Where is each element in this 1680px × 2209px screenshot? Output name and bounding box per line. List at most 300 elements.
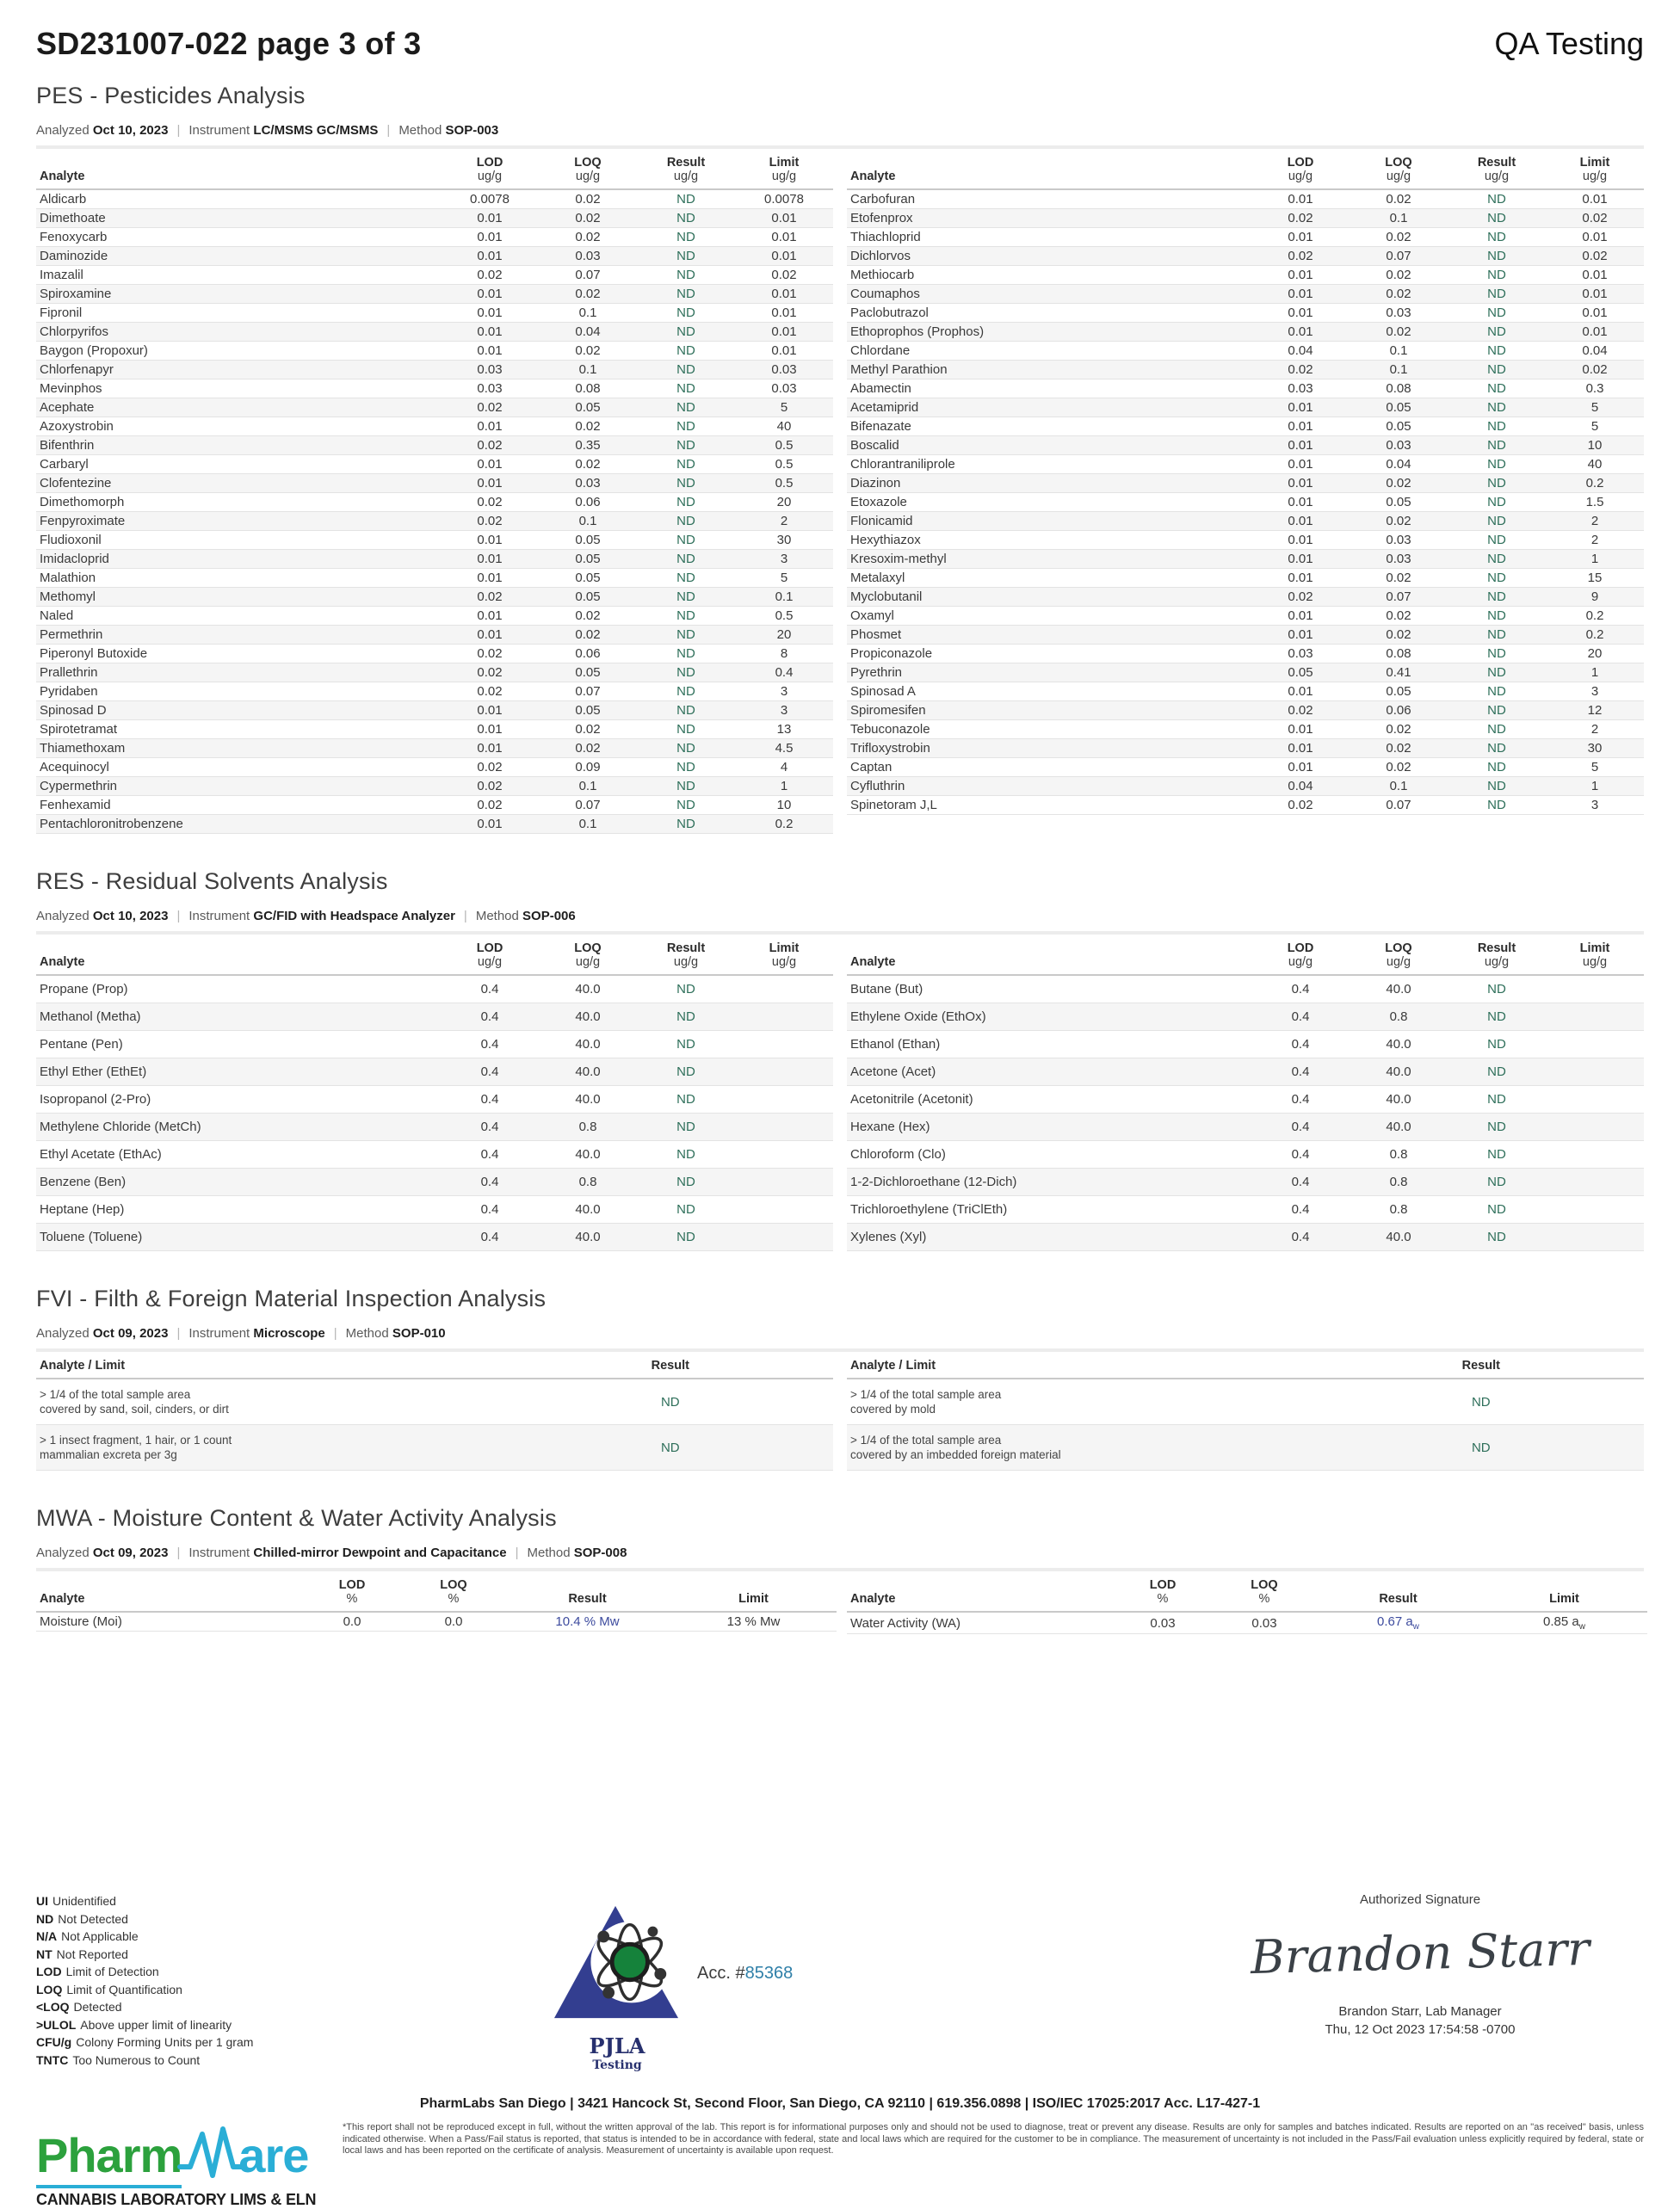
limit-cell: 0.4 bbox=[775, 665, 794, 680]
analyte-limit-cell: > 1/4 of the total sample area covered by an imbedded foreign material bbox=[850, 1434, 1061, 1461]
lod-cell: 0.03 bbox=[477, 362, 503, 377]
result-cell: ND bbox=[676, 1064, 695, 1079]
limit-cell bbox=[1546, 1224, 1644, 1251]
limit-cell: 0.01 bbox=[1582, 192, 1608, 207]
limit-cell: 5 bbox=[780, 400, 788, 415]
analyte-cell: Chlorfenapyr bbox=[40, 362, 114, 377]
limit-cell bbox=[735, 1224, 833, 1251]
result-cell: ND bbox=[1487, 249, 1506, 263]
loq-cell: 0.07 bbox=[575, 684, 601, 699]
table-row bbox=[36, 266, 833, 285]
table-row bbox=[36, 361, 833, 379]
limit-cell: 2 bbox=[1590, 514, 1599, 528]
section-moisture-water-activity bbox=[36, 1505, 1644, 1634]
table-row bbox=[847, 626, 1644, 645]
lod-cell: 0.01 bbox=[1288, 684, 1313, 699]
lod-cell: 0.4 bbox=[480, 1230, 499, 1244]
limit-cell: 3 bbox=[780, 552, 788, 566]
col-loq: LOQ ug/g bbox=[1385, 156, 1412, 183]
lod-cell: 0.03 bbox=[1288, 646, 1313, 661]
lod-cell: 0.01 bbox=[477, 305, 503, 320]
analyte-cell: Pyrethrin bbox=[850, 665, 903, 680]
lod-cell: 0.01 bbox=[477, 249, 503, 263]
limit-cell bbox=[1546, 1141, 1644, 1169]
lab-address-line: PharmLabs San Diego | 3421 Hancock St, Second Floor, San Diego, CA 92110 | 619.356.0898 | ISO/IEC 17025:2017 Acc. L17-427-1 bbox=[419, 2096, 1261, 2111]
lod-cell: 0.01 bbox=[477, 287, 503, 301]
meta-label: Instrument bbox=[188, 909, 250, 923]
lod-cell: 0.01 bbox=[477, 627, 503, 642]
table-header-row bbox=[36, 935, 833, 975]
loq-cell: 0.02 bbox=[575, 343, 601, 358]
result-cell: ND bbox=[1487, 305, 1506, 320]
meta-separator: | bbox=[515, 1546, 519, 1560]
table-row bbox=[847, 1086, 1644, 1114]
meta-label: Analyzed bbox=[36, 1326, 90, 1341]
meta-label: Method bbox=[398, 123, 442, 138]
analyte-cell: Acetamiprid bbox=[850, 400, 919, 415]
loq-cell: 0.1 bbox=[1389, 211, 1408, 225]
lod-cell: 0.4 bbox=[1291, 1202, 1310, 1217]
result-cell: ND bbox=[1487, 343, 1506, 358]
lod-cell: 0.01 bbox=[477, 722, 503, 737]
lod-cell: 0.02 bbox=[477, 514, 503, 528]
analyte-cell: Captan bbox=[850, 760, 892, 774]
analyte-cell: Trichloroethylene (TriClEth) bbox=[850, 1202, 1008, 1217]
lod-cell: 0.02 bbox=[1288, 211, 1313, 225]
loq-cell: 0.03 bbox=[1386, 438, 1411, 453]
analyte-cell: Aldicarb bbox=[40, 192, 87, 207]
analyte-cell: Acetonitrile (Acetonit) bbox=[850, 1092, 973, 1107]
limit-cell: 0.01 bbox=[771, 287, 797, 301]
limit-cell: 0.5 bbox=[775, 438, 794, 453]
lod-cell: 0.4 bbox=[480, 1064, 499, 1079]
col-result: Result bbox=[651, 1359, 689, 1373]
lod-cell: 0.01 bbox=[1288, 419, 1313, 434]
analyte-cell: Cypermethrin bbox=[40, 779, 118, 793]
loq-cell: 0.07 bbox=[1386, 249, 1411, 263]
table-row bbox=[36, 1224, 833, 1251]
meta-label: Analyzed bbox=[36, 123, 90, 138]
pjla-logo-icon bbox=[548, 1901, 686, 2028]
result-cell: ND bbox=[1487, 362, 1506, 377]
loq-cell: 0.8 bbox=[578, 1175, 597, 1189]
legend-item: TNTC Too Numerous to Count bbox=[36, 2052, 201, 2067]
result-cell: ND bbox=[676, 495, 695, 509]
limit-cell: 3 bbox=[780, 703, 788, 718]
analyte-cell: Daminozide bbox=[40, 249, 108, 263]
limit-cell: 0.01 bbox=[771, 211, 797, 225]
result-cell: ND bbox=[676, 741, 695, 756]
result-cell: ND bbox=[1487, 1120, 1506, 1134]
limit-cell: 8 bbox=[780, 646, 788, 661]
loq-cell: 0.02 bbox=[575, 457, 601, 472]
result-cell: ND bbox=[676, 760, 695, 774]
result-cell: ND bbox=[1487, 1037, 1506, 1052]
loq-cell: 40.0 bbox=[575, 1037, 601, 1052]
analyte-cell: Carbofuran bbox=[850, 192, 916, 207]
limit-cell: 0.02 bbox=[1582, 249, 1608, 263]
section-residual-solvents bbox=[36, 868, 1644, 1251]
table-row bbox=[847, 1612, 1647, 1634]
loq-cell: 0.02 bbox=[1386, 760, 1411, 774]
acc-label: Acc. # bbox=[697, 1964, 745, 1983]
analyte-cell: Etoxazole bbox=[850, 495, 907, 509]
analyte-cell: Chlorpyrifos bbox=[40, 324, 109, 339]
loq-cell: 0.05 bbox=[1386, 419, 1411, 434]
section-filth-inspection bbox=[36, 1286, 1644, 1471]
table-row bbox=[847, 379, 1644, 398]
meta-label: Method bbox=[475, 909, 519, 923]
analyte-cell: Coumaphos bbox=[850, 287, 920, 301]
col-analyte: Analyte bbox=[40, 955, 85, 969]
signer-name: Brandon Starr, Lab Manager bbox=[1338, 2004, 1502, 2019]
result-cell: ND bbox=[1487, 495, 1506, 509]
result-cell: ND bbox=[676, 514, 695, 528]
lod-cell: 0.01 bbox=[1288, 760, 1313, 774]
table-row bbox=[847, 247, 1644, 266]
col-analyte: Analyte bbox=[850, 170, 896, 183]
limit-cell: 13 bbox=[776, 722, 792, 737]
table-row bbox=[847, 1141, 1644, 1169]
table-row bbox=[36, 1425, 833, 1471]
table-row bbox=[847, 1058, 1644, 1086]
analyte-cell: Bifenazate bbox=[850, 419, 911, 434]
analyte-cell: Malathion bbox=[40, 571, 96, 585]
table-row bbox=[847, 512, 1644, 531]
table-row bbox=[36, 417, 833, 436]
limit-cell: 4.5 bbox=[775, 741, 794, 756]
result-cell: ND bbox=[1487, 533, 1506, 547]
limit-cell: 30 bbox=[776, 533, 792, 547]
lod-cell: 0.4 bbox=[1291, 1230, 1310, 1244]
result-cell: ND bbox=[1487, 211, 1506, 225]
lod-cell: 0.01 bbox=[1288, 627, 1313, 642]
analyte-cell: Clofentezine bbox=[40, 476, 112, 491]
pulse-wave-icon bbox=[180, 2126, 242, 2183]
lod-cell: 0.01 bbox=[477, 476, 503, 491]
limit-cell: 1 bbox=[1590, 552, 1599, 566]
limit-cell: 0.1 bbox=[775, 589, 794, 604]
analyte-cell: Fenhexamid bbox=[40, 798, 111, 812]
table-row bbox=[847, 209, 1644, 228]
analyte-cell: Fludioxonil bbox=[40, 533, 102, 547]
limit-cell bbox=[1546, 1003, 1644, 1031]
meta-value: Oct 09, 2023 bbox=[92, 1326, 169, 1341]
table-header-row bbox=[847, 1571, 1647, 1612]
col-loq: LOQ % bbox=[440, 1578, 467, 1606]
loq-cell: 0.07 bbox=[575, 798, 601, 812]
section-title: FVI - Filth & Foreign Material Inspection Analysis bbox=[36, 1286, 547, 1311]
col-result: Result ug/g bbox=[1477, 156, 1516, 183]
legend-item: CFU/g Colony Forming Units per 1 gram bbox=[36, 2035, 254, 2049]
table-row bbox=[847, 1196, 1644, 1224]
meta-value: SOP-010 bbox=[392, 1326, 446, 1341]
pjla-name: PJLA bbox=[589, 2033, 645, 2058]
pharmware-word-are: are bbox=[238, 2128, 309, 2182]
limit-cell bbox=[1546, 975, 1644, 1003]
result-cell: 0.67 $a_w$ bbox=[1377, 1614, 1419, 1632]
result-cell: ND bbox=[676, 1147, 695, 1162]
analyte-cell: Chloroform (Clo) bbox=[850, 1147, 946, 1162]
legend-item: UI Unidentified bbox=[36, 1894, 116, 1908]
table-row bbox=[847, 607, 1644, 626]
lod-cell: 0.02 bbox=[477, 665, 503, 680]
lod-cell: 0.02 bbox=[1288, 589, 1313, 604]
qa-testing-label: QA Testing bbox=[1494, 26, 1644, 61]
limit-cell: 0.2 bbox=[1585, 476, 1604, 491]
lod-cell: 0.01 bbox=[1288, 741, 1313, 756]
table-row bbox=[36, 342, 833, 361]
lod-cell: 0.4 bbox=[1291, 1009, 1310, 1024]
loq-cell: 0.02 bbox=[575, 287, 601, 301]
authorized-signature-block bbox=[1196, 1892, 1644, 2039]
limit-cell: 1 bbox=[1590, 779, 1599, 793]
table-row bbox=[36, 607, 833, 626]
lod-cell: 0.4 bbox=[1291, 1064, 1310, 1079]
result-cell: ND bbox=[676, 476, 695, 491]
section-pesticides bbox=[36, 83, 1644, 834]
table-row bbox=[36, 739, 833, 758]
result-cell: ND bbox=[1487, 476, 1506, 491]
limit-cell bbox=[735, 1141, 833, 1169]
table-row bbox=[36, 626, 833, 645]
limit-cell: 1 bbox=[1590, 665, 1599, 680]
table-row bbox=[36, 398, 833, 417]
result-cell: ND bbox=[1487, 268, 1506, 282]
analyte-cell: Spinosad D bbox=[40, 703, 107, 718]
result-cell: ND bbox=[676, 703, 695, 718]
result-cell: ND bbox=[1487, 722, 1506, 737]
loq-cell: 0.03 bbox=[1386, 305, 1411, 320]
limit-cell: 3 bbox=[1590, 798, 1599, 812]
pharmware-wordmark bbox=[36, 2119, 320, 2188]
analyte-cell: Permethrin bbox=[40, 627, 103, 642]
lod-cell: 0.01 bbox=[477, 741, 503, 756]
loq-cell: 0.05 bbox=[1386, 495, 1411, 509]
lod-cell: 0.01 bbox=[1288, 552, 1313, 566]
loq-cell: 40.0 bbox=[575, 1147, 601, 1162]
table-row bbox=[36, 493, 833, 512]
table-row bbox=[847, 266, 1644, 285]
result-cell: ND bbox=[676, 457, 695, 472]
meta-separator: | bbox=[386, 123, 391, 138]
result-cell: ND bbox=[676, 438, 695, 453]
analyte-cell: Propiconazole bbox=[850, 646, 933, 661]
table-row bbox=[847, 663, 1644, 682]
meta-label: Method bbox=[527, 1546, 571, 1560]
lod-cell: 0.02 bbox=[477, 684, 503, 699]
accreditation-number bbox=[697, 1964, 793, 1984]
lod-cell: 0.02 bbox=[477, 268, 503, 282]
loq-cell: 0.03 bbox=[575, 476, 601, 491]
result-cell: ND bbox=[1487, 798, 1506, 812]
lod-cell: 0.01 bbox=[1288, 722, 1313, 737]
footer-bottom bbox=[36, 2119, 1644, 2209]
lod-cell: 0.03 bbox=[1288, 381, 1313, 396]
limit-cell: 0.3 bbox=[1585, 381, 1604, 396]
result-cell: ND bbox=[1487, 571, 1506, 585]
table-row bbox=[36, 304, 833, 323]
lod-cell: 0.05 bbox=[1288, 665, 1313, 680]
table-header-row bbox=[36, 1571, 837, 1612]
analyte-cell: 1-2-Dichloroethane (12-Dich) bbox=[850, 1175, 1017, 1189]
result-cell: ND bbox=[1487, 665, 1506, 680]
result-cell: ND bbox=[676, 1092, 695, 1107]
analyte-cell: Spinosad A bbox=[850, 684, 916, 699]
lod-cell: 0.02 bbox=[477, 779, 503, 793]
lod-cell: 0.01 bbox=[477, 552, 503, 566]
lod-cell: 0.04 bbox=[1288, 343, 1313, 358]
lod-cell: 0.4 bbox=[1291, 1120, 1310, 1134]
lod-cell: 0.02 bbox=[1288, 249, 1313, 263]
pesticides-rows-right bbox=[847, 189, 1644, 815]
legend-item: LOQ Limit of Quantification bbox=[36, 1982, 182, 1996]
limit-cell: 0.85 $a_w$ bbox=[1543, 1614, 1585, 1632]
loq-cell: 40.0 bbox=[575, 1092, 601, 1107]
analyte-cell: Pyridaben bbox=[40, 684, 98, 699]
table-row bbox=[847, 1031, 1644, 1058]
legend-item: ND Not Detected bbox=[36, 1911, 128, 1926]
table-header-row bbox=[847, 1352, 1644, 1379]
loq-cell: 0.41 bbox=[1386, 665, 1411, 680]
table-row bbox=[847, 645, 1644, 663]
meta-value: Chilled-mirror Dewpoint and Capacitance bbox=[253, 1546, 507, 1560]
lod-cell: 0.02 bbox=[1288, 798, 1313, 812]
result-cell: ND bbox=[1487, 1092, 1506, 1107]
lod-cell: 0.01 bbox=[1288, 495, 1313, 509]
loq-cell: 0.02 bbox=[575, 627, 601, 642]
section-meta bbox=[36, 123, 1644, 149]
meta-label: Instrument bbox=[188, 1546, 250, 1560]
table-row bbox=[36, 975, 833, 1003]
loq-cell: 0.02 bbox=[1386, 192, 1411, 207]
meta-value: LC/MSMS GC/MSMS bbox=[253, 123, 379, 138]
limit-cell: 0.02 bbox=[1582, 362, 1608, 377]
loq-cell: 0.05 bbox=[575, 703, 601, 718]
result-cell: ND bbox=[676, 684, 695, 699]
table-row bbox=[847, 796, 1644, 815]
limit-cell: 0.02 bbox=[771, 268, 797, 282]
table-row bbox=[847, 777, 1644, 796]
result-cell: ND bbox=[676, 722, 695, 737]
document-header bbox=[36, 26, 1644, 62]
result-cell: 10.4 % Mw bbox=[555, 1614, 620, 1629]
lod-cell: 0.01 bbox=[1288, 438, 1313, 453]
legend-item: >ULOL Above upper limit of linearity bbox=[36, 2017, 232, 2032]
limit-cell: 30 bbox=[1587, 741, 1603, 756]
analyte-cell: Heptane (Hep) bbox=[40, 1202, 125, 1217]
result-cell: ND bbox=[676, 589, 695, 604]
analyte-cell: Fenoxycarb bbox=[40, 230, 108, 244]
table-row bbox=[36, 455, 833, 474]
lod-cell: 0.02 bbox=[477, 589, 503, 604]
table-row bbox=[36, 474, 833, 493]
analyte-cell: Azoxystrobin bbox=[40, 419, 114, 434]
moisture-table bbox=[36, 1571, 837, 1632]
lod-cell: 0.4 bbox=[480, 1092, 499, 1107]
loq-cell: 0.02 bbox=[1386, 608, 1411, 623]
col-analyte: Analyte bbox=[40, 1592, 85, 1606]
table-row bbox=[36, 436, 833, 455]
table-row bbox=[847, 975, 1644, 1003]
analyte-cell: Carbaryl bbox=[40, 457, 89, 472]
limit-cell bbox=[1546, 1114, 1644, 1141]
table-row bbox=[36, 701, 833, 720]
analyte-cell: Isopropanol (2-Pro) bbox=[40, 1092, 151, 1107]
table-row bbox=[36, 588, 833, 607]
limit-cell: 13 % Mw bbox=[726, 1614, 781, 1629]
result-cell: ND bbox=[660, 1394, 680, 1410]
limit-cell: 9 bbox=[1590, 589, 1599, 604]
analyte-cell: Thiachloprid bbox=[850, 230, 921, 244]
table-row bbox=[847, 1003, 1644, 1031]
analyte-cell: Fipronil bbox=[40, 305, 83, 320]
loq-cell: 0.02 bbox=[575, 741, 601, 756]
analyte-cell: Ethyl Acetate (EthAc) bbox=[40, 1147, 162, 1162]
loq-cell: 0.06 bbox=[1386, 703, 1411, 718]
result-cell: ND bbox=[1487, 381, 1506, 396]
result-cell: ND bbox=[676, 324, 695, 339]
result-cell: ND bbox=[1487, 779, 1506, 793]
limit-cell: 5 bbox=[1590, 419, 1599, 434]
section-meta bbox=[36, 1326, 1644, 1352]
signature-label: Authorized Signature bbox=[1359, 1892, 1481, 1907]
col-loq: LOQ % bbox=[1251, 1578, 1278, 1606]
loq-cell: 0.02 bbox=[575, 211, 601, 225]
limit-cell: 20 bbox=[776, 495, 792, 509]
loq-cell: 0.05 bbox=[575, 552, 601, 566]
table-row bbox=[847, 682, 1644, 701]
result-cell: ND bbox=[1487, 438, 1506, 453]
legend-item: N/A Not Applicable bbox=[36, 1929, 139, 1943]
lod-cell: 0.01 bbox=[1288, 230, 1313, 244]
limit-cell: 0.04 bbox=[1582, 343, 1608, 358]
col-lod: LOD ug/g bbox=[476, 156, 503, 183]
loq-cell: 0.02 bbox=[1386, 268, 1411, 282]
table-row bbox=[847, 569, 1644, 588]
filth-table-left bbox=[36, 1352, 833, 1471]
analyte-cell: Phosmet bbox=[850, 627, 902, 642]
result-cell: ND bbox=[676, 381, 695, 396]
result-cell: ND bbox=[676, 305, 695, 320]
table-row bbox=[847, 474, 1644, 493]
loq-cell: 0.03 bbox=[575, 249, 601, 263]
table-row bbox=[847, 1425, 1644, 1471]
table-row bbox=[847, 1224, 1644, 1251]
analyte-cell: Methyl Parathion bbox=[850, 362, 948, 377]
col-analyte-limit: Analyte / Limit bbox=[850, 1359, 936, 1373]
result-cell: ND bbox=[676, 400, 695, 415]
analyte-cell: Imazalil bbox=[40, 268, 83, 282]
loq-cell: 40.0 bbox=[1386, 1230, 1411, 1244]
table-row bbox=[36, 777, 833, 796]
limit-cell: 0.01 bbox=[771, 324, 797, 339]
col-lod: LOD % bbox=[1149, 1578, 1177, 1606]
analyte-cell: Mevinphos bbox=[40, 381, 102, 396]
analyte-cell: Imidacloprid bbox=[40, 552, 109, 566]
loq-cell: 40.0 bbox=[1386, 1037, 1411, 1052]
table-row bbox=[847, 1379, 1644, 1425]
col-limit: Limit bbox=[1549, 1592, 1579, 1606]
loq-cell: 0.1 bbox=[578, 779, 597, 793]
loq-cell: 0.02 bbox=[1386, 287, 1411, 301]
analyte-cell: Dimethomorph bbox=[40, 495, 125, 509]
meta-value: Oct 10, 2023 bbox=[92, 909, 169, 923]
lod-cell: 0.4 bbox=[480, 1009, 499, 1024]
result-cell: ND bbox=[676, 646, 695, 661]
result-cell: ND bbox=[676, 571, 695, 585]
section-meta bbox=[36, 1546, 1644, 1571]
